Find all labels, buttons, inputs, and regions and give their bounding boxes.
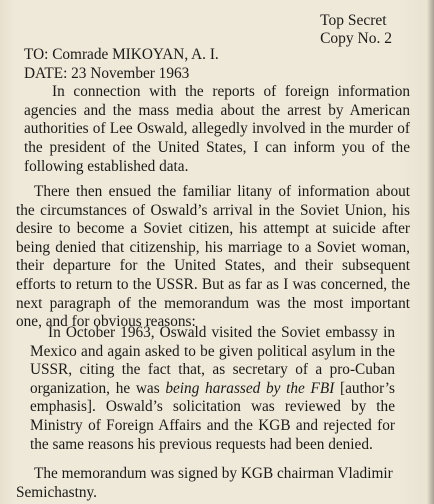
- page-edge-shadow: [427, 0, 434, 504]
- closing-paragraph: The memorandum was signed by KGB chairman Vladimir Semichastny.: [16, 465, 393, 501]
- memo-body-paragraph: In connection with the reports of foreign information agencies and the mass media about the arrest by American authorities of Lee Oswald, allegedly involved in the murder of the president of the United States, I can inform you of the following established data.: [24, 83, 410, 175]
- memo-to-line: TO: Comrade MIKOYAN, A. I.: [24, 46, 219, 63]
- memo-block: [16, 46, 410, 176]
- narrative-paragraph: There then ensued the familiar litany of information about the circumstances of Oswald’s arrival in the Soviet Union, his desire to become a Soviet citizen, his attempt at suicide after being denied that citizenship, his marriage to a Soviet woman, their departure for the United States, and their subsequent efforts to return to the USSR. But as far as I was concerned, the next paragraph of the memorandum was the most important one, and for obvious reasons:: [16, 183, 410, 331]
- memo-date-line: DATE: 23 November 1963: [24, 64, 190, 82]
- quote-text-after: [author’s emphasis]. Oswald’s solicitation was reviewed by the Ministry of Foreign Affairs and the KGB and rejected for the same reasons his previous requests had been denied.: [30, 379, 395, 453]
- quote-emphasis: being harassed by the FBI: [165, 379, 335, 397]
- narrative-block: [16, 183, 410, 332]
- closing-block: [16, 465, 410, 502]
- quote-text-before: In October 1963, Oswald visited the Soviet embassy in Mexico and again asked to be given political asylum in the USSR, citing the fact that, as secretary of a pro-Cuban organization, he was: [30, 324, 395, 397]
- quoted-memo-block: [30, 324, 395, 454]
- classification-block: [320, 12, 392, 48]
- quoted-memo-paragraph: [30, 324, 395, 454]
- classification-level: Top Secret: [320, 12, 387, 29]
- copy-number: Copy No. 2: [320, 30, 392, 47]
